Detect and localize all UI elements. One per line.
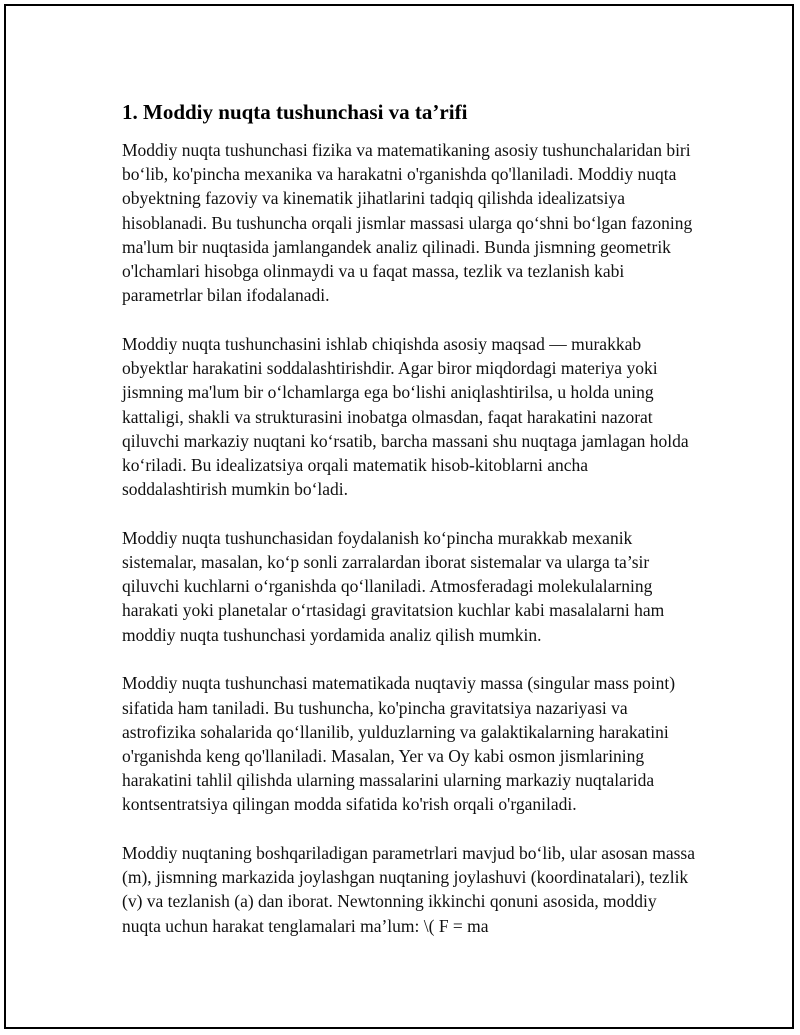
page-frame bbox=[4, 4, 794, 1029]
document-body bbox=[122, 98, 697, 962]
paragraph-3: Moddiy nuqta tushunchasidan foydalanish ko‘pincha murakkab mexanik sistemalar, masalan, ko‘p sonli zarralardan iborat sistemalar va ularga ta’sir qiluvchi kuchlarni o‘rganishda qo‘llaniladi. Atmosferadagi molekulalarning harakati yoki planetalar o‘rtasidagi gravitatsion kuchlar kabi masalalarni ham moddiy nuqta tushunchasi yordamida analiz qilish mumkin. bbox=[122, 527, 665, 645]
paragraph-2: Moddiy nuqta tushunchasini ishlab chiqishda asosiy maqsad — murakkab obyektlar harakatini soddalashtirishdir. Agar biror miqdordagi materiya yoki jismning ma'lum bir o‘lchamlarga ega bo‘lishi aniqlashtirilsa, u holda uning kattaligi, shakli va strukturasini inobatga olmasdan, faqat harakatini nazorat qiluvchi markaziy nuqtani ko‘rsatib, barcha massani shu nuqtaga jamlagan holda ko‘riladi. Bu idealizatsiya orqali matematik hisob-kitoblarni ancha soddalashtirish mumkin bo‘ladi. bbox=[122, 333, 689, 500]
paragraph-5: Moddiy nuqtaning boshqariladigan parametrlari mavjud bo‘lib, ular asosan massa (m), jismning markazida joylashgan nuqtaning joylashuvi (koordinatalari), tezlik (v) va tezlanish (a) dan iborat. Newtonning ikkinchi qonuni asosida, moddiy nuqta uchun harakat tenglamalari ma’lum: \( F = ma bbox=[122, 843, 695, 936]
paragraph-4: Moddiy nuqta tushunchasi matematikada nuqtaviy massa (singular mass point) sifatida ham taniladi. Bu tushuncha, ko'pincha gravitatsiya nazariyasi va astrofizika sohalarida qo‘llanilib, yulduzlarning va galaktikalarning harakatini o'rganishda keng qo'llaniladi. Masalan, Yer va Oy kabi osmon jismlarining harakatini tahlil qilishda ularning massalarini ularning markaziy nuqtalarida kontsentratsiya qilingan modda sifatida ko'rish orqali o'rganiladi. bbox=[122, 673, 676, 815]
section-title: 1. Moddiy nuqta tushunchasi va ta’rifi bbox=[122, 100, 468, 124]
paragraph-1: Moddiy nuqta tushunchasi fizika va matematikaning asosiy tushunchalaridan biri bo‘lib, ko'pincha mexanika va harakatni o'rganishda qo'llaniladi. Moddiy nuqta obyektning fazoviy va kinematik jihatlarini tadqiq qilishda idealizatsiya hisoblanadi. Bu tushuncha orqali jismlar massasi ularga qo‘shni bo‘lgan fazoning ma'lum bir nuqtasida jamlangandek analiz qilinadi. Bunda jismning geometrik o'lchamlari hisobga olinmaydi va u faqat massa, tezlik va tezlanish kabi parametrlar bilan ifodalanadi. bbox=[122, 140, 693, 306]
